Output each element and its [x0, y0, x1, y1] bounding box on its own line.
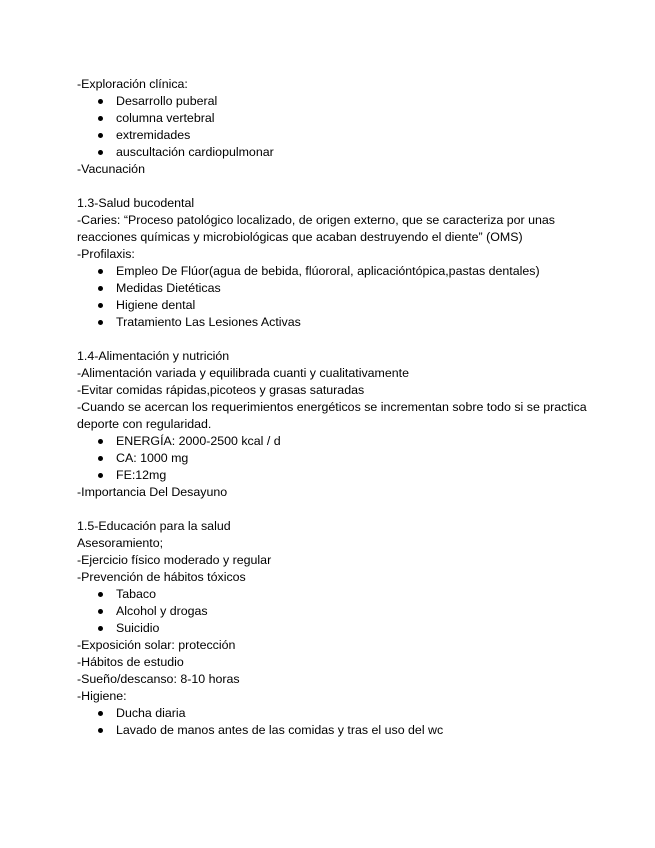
- list-item-text: FE:12mg: [116, 468, 167, 482]
- list-item: [77, 280, 597, 297]
- list-item-text: Alcohol y drogas: [116, 604, 208, 618]
- text-line: -Hábitos de estudio: [77, 655, 184, 669]
- text-line: -Profilaxis:: [77, 247, 135, 261]
- section-salud-bucodental: [77, 195, 597, 331]
- section-heading: 1.5-Educación para la salud: [77, 519, 231, 533]
- bullet-icon: [98, 286, 103, 291]
- list-item-text: Higiene dental: [116, 298, 196, 312]
- blank-line: [77, 178, 597, 195]
- text-line: -Higiene:: [77, 689, 127, 703]
- list-item-text: Medidas Dietéticas: [116, 281, 221, 295]
- bullet-list: [77, 586, 597, 637]
- bullet-list: [77, 705, 597, 739]
- bullet-icon: [98, 303, 103, 308]
- list-item: [77, 144, 597, 161]
- section-heading: 1.4-Alimentación y nutrición: [77, 349, 230, 363]
- text-line: -Vacunación: [77, 162, 145, 176]
- bullet-icon: [98, 609, 103, 614]
- list-item: [77, 722, 597, 739]
- section-heading: 1.3-Salud bucodental: [77, 196, 195, 210]
- bullet-icon: [98, 133, 103, 138]
- bullet-list: [77, 263, 597, 331]
- bullet-icon: [98, 473, 103, 478]
- list-item-text: ENERGÍA: 2000-2500 kcal / d: [116, 434, 281, 448]
- text-line: -Alimentación variada y equilibrada cuanti y cualitativamente: [77, 366, 409, 380]
- bullet-icon: [98, 456, 103, 461]
- bullet-icon: [98, 626, 103, 631]
- document-page: [77, 76, 597, 739]
- list-item-text: CA: 1000 mg: [116, 451, 189, 465]
- bullet-icon: [98, 592, 103, 597]
- list-item-text: columna vertebral: [116, 111, 215, 125]
- text-line: -Evitar comidas rápidas,picoteos y grasas saturadas: [77, 383, 365, 397]
- list-item-text: Suicidio: [116, 621, 160, 635]
- list-item: [77, 93, 597, 110]
- text-line: -Exploración clínica:: [77, 77, 188, 91]
- text-line: -Sueño/descanso: 8-10 horas: [77, 672, 240, 686]
- list-item-text: Tabaco: [116, 587, 156, 601]
- list-item: [77, 110, 597, 127]
- bullet-icon: [98, 99, 103, 104]
- text-line: -Exposición solar: protección: [77, 638, 236, 652]
- bullet-icon: [98, 269, 103, 274]
- list-item-text: auscultación cardiopulmonar: [116, 145, 274, 159]
- bullet-icon: [98, 728, 103, 733]
- list-item: [77, 263, 597, 280]
- list-item: [77, 127, 597, 144]
- bullet-icon: [98, 116, 103, 121]
- bullet-icon: [98, 439, 103, 444]
- list-item: [77, 705, 597, 722]
- bullet-icon: [98, 320, 103, 325]
- text-line: -Importancia Del Desayuno: [77, 485, 228, 499]
- section-alimentacion: [77, 348, 597, 501]
- blank-line: [77, 501, 597, 518]
- list-item: [77, 450, 597, 467]
- list-item-text: Ducha diaria: [116, 706, 186, 720]
- bullet-icon: [98, 150, 103, 155]
- text-paragraph: -Cuando se acercan los requerimientos energéticos se incrementan sobre todo si se practica deporte con regularidad.: [77, 400, 587, 431]
- list-item: [77, 603, 597, 620]
- list-item: [77, 467, 597, 484]
- text-line: Asesoramiento;: [77, 536, 164, 550]
- list-item-text: Tratamiento Las Lesiones Activas: [116, 315, 301, 329]
- list-item-text: Empleo De Flúor(agua de bebida, flúororal, aplicacióntópica,pastas dentales): [116, 264, 540, 278]
- text-line: -Prevención de hábitos tóxicos: [77, 570, 246, 584]
- blank-line: [77, 331, 597, 348]
- text-line: -Ejercicio físico moderado y regular: [77, 553, 272, 567]
- list-item-text: extremidades: [116, 128, 191, 142]
- section-educacion-salud: [77, 518, 597, 739]
- list-item: [77, 620, 597, 637]
- bullet-list: [77, 433, 597, 484]
- section-exploracion: [77, 76, 597, 178]
- list-item: [77, 314, 597, 331]
- list-item-text: Desarrollo puberal: [116, 94, 218, 108]
- list-item: [77, 586, 597, 603]
- list-item-text: Lavado de manos antes de las comidas y tras el uso del wc: [116, 723, 444, 737]
- bullet-list: [77, 93, 597, 161]
- text-paragraph: -Caries: “Proceso patológico localizado, de origen externo, que se caracteriza por unas reacciones químicas y microbiológicas que acaban destruyendo el diente” (OMS): [77, 213, 555, 244]
- bullet-icon: [98, 711, 103, 716]
- list-item: [77, 433, 597, 450]
- list-item: [77, 297, 597, 314]
